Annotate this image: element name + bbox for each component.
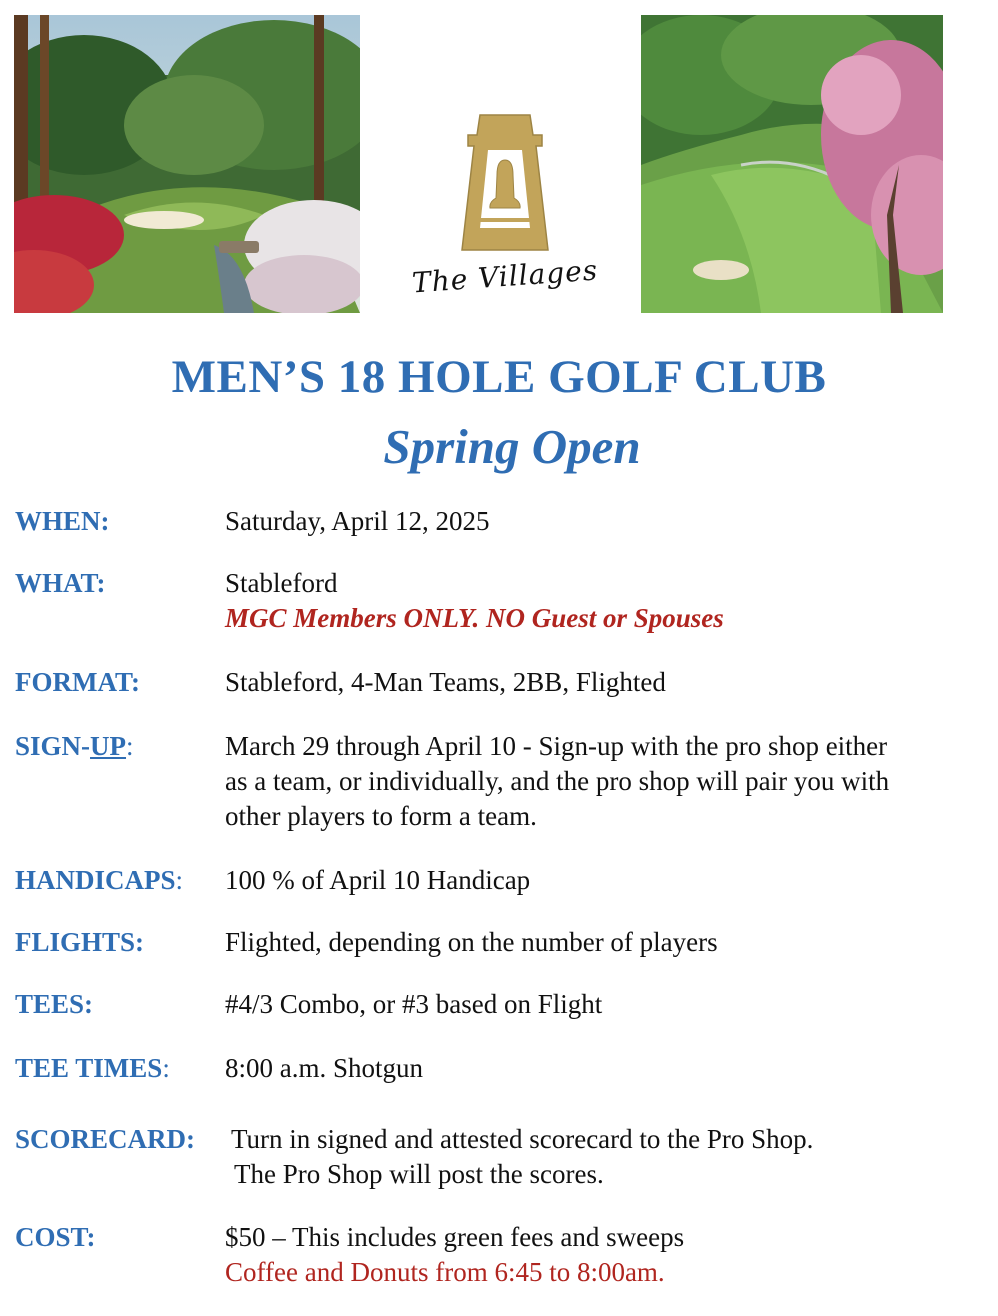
cost-label: COST: [15, 1222, 96, 1252]
flights-label: FLIGHTS: [15, 927, 145, 957]
when-label: WHEN: [15, 506, 110, 536]
members-only-note: MGC Members ONLY. NO Guest or Spouses [225, 603, 724, 633]
what-label: WHAT: [15, 568, 106, 598]
scorecard-line-2: The Pro Shop will post the scores. [234, 1159, 604, 1189]
handicaps-label [15, 865, 183, 896]
bell-tower-icon [410, 110, 600, 260]
handicaps-value: 100 % of April 10 Handicap [225, 865, 531, 895]
page-subtitle: Spring Open [383, 419, 641, 474]
page-title: MEN’S 18 HOLE GOLF CLUB [171, 351, 827, 403]
format-label: FORMAT: [15, 667, 140, 697]
the-villages-logo [410, 110, 600, 310]
golf-course-painting-image [14, 15, 360, 313]
tee-times-value: 8:00 a.m. Shotgun [225, 1053, 424, 1083]
flights-value: Flighted, depending on the number of players [225, 927, 718, 957]
handicaps-label-colon: : [175, 865, 184, 895]
logo-text: The Villages [410, 253, 600, 300]
tee-times-label-colon: : [162, 1053, 170, 1083]
signup-line-3: other players to form a team. [225, 801, 537, 831]
coffee-donuts-note: Coffee and Donuts from 6:45 to 8:00am. [225, 1257, 665, 1287]
signup-label [15, 731, 134, 762]
cost-value [225, 1220, 684, 1290]
scorecard-value [231, 1122, 813, 1192]
format-value: Stableford, 4-Man Teams, 2BB, Flighted [225, 667, 666, 697]
what-value-text: Stableford [225, 568, 338, 598]
scorecard-label: SCORECARD: [15, 1124, 196, 1154]
tees-value: #4/3 Combo, or #3 based on Flight [225, 989, 603, 1019]
signup-line-1: March 29 through April 10 - Sign-up with the pro shop either [225, 731, 888, 761]
when-value: Saturday, April 12, 2025 [225, 506, 490, 536]
golf-fairway-blossom-image [641, 15, 943, 313]
cost-value-text: $50 – This includes green fees and sweeps [225, 1222, 685, 1252]
signup-line-2: as a team, or individually, and the pro shop will pair you with [225, 766, 890, 796]
signup-value [225, 729, 889, 834]
scorecard-line-1: Turn in signed and attested scorecard to the Pro Shop. [231, 1124, 814, 1154]
signup-label-b: UP [90, 731, 127, 761]
what-value [225, 566, 724, 636]
tee-times-label-text: TEE TIMES [15, 1053, 163, 1083]
signup-label-colon: : [126, 731, 134, 761]
tee-times-label [15, 1053, 170, 1084]
handicaps-label-text: HANDICAPS [15, 865, 176, 895]
tees-label: TEES: [15, 989, 94, 1019]
signup-label-a: SIGN- [15, 731, 91, 761]
